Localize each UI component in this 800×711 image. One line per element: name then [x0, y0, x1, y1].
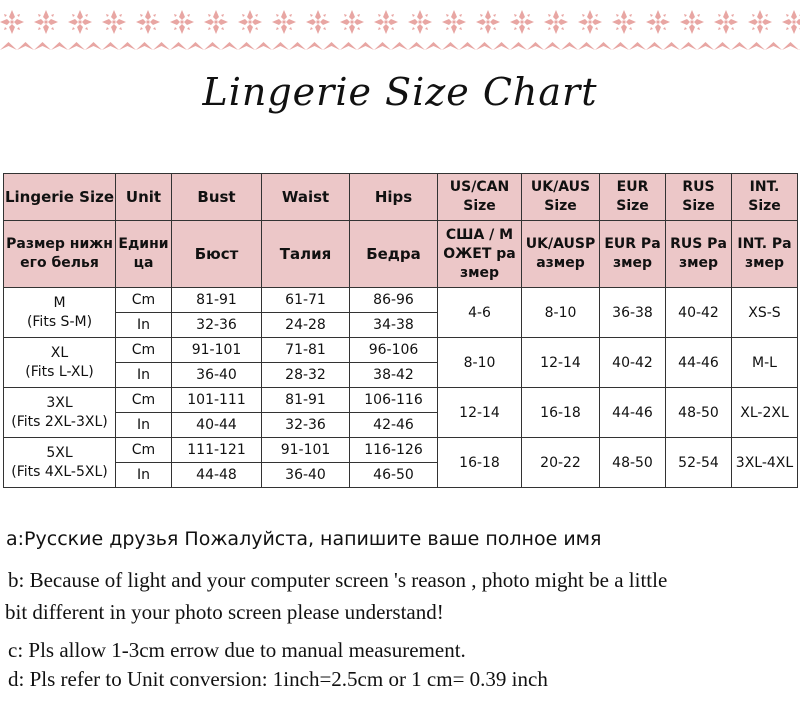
size-label: 5XL — [46, 444, 73, 461]
hips-cm: 96-106 — [350, 338, 438, 363]
hips-cm: 86-96 — [350, 288, 438, 313]
size-fits: (Fits S-M) — [26, 313, 93, 330]
bust-cm: 91-101 — [172, 338, 262, 363]
table-row — [4, 388, 798, 413]
unit-in: In — [116, 463, 172, 488]
header-ru-us: США / М ОЖЕТ ра змер — [438, 221, 522, 288]
size-cell — [4, 438, 116, 488]
hips-in: 38-42 — [350, 363, 438, 388]
header-row-english — [4, 174, 798, 221]
uk-size: 12-14 — [522, 338, 600, 388]
size-cell — [4, 288, 116, 338]
size-fits: (Fits L-XL) — [25, 363, 94, 380]
int-size: XS-S — [732, 288, 798, 338]
uk-size: 20-22 — [522, 438, 600, 488]
table-row — [4, 438, 798, 463]
note-b-line2: bit different in your photo screen please understand! — [5, 600, 444, 624]
eur-size: 44-46 — [600, 388, 666, 438]
size-label: XL — [50, 344, 69, 361]
header-ru-uk: UK/AUSP азмер — [522, 221, 600, 288]
waist-cm: 81-91 — [262, 388, 350, 413]
eur-size: 48-50 — [600, 438, 666, 488]
size-fits: (Fits 2XL-3XL) — [11, 413, 108, 430]
header-ru-size: Размер нижн его белья — [4, 221, 116, 288]
decorative-border — [0, 0, 800, 58]
bust-in: 44-48 — [172, 463, 262, 488]
header-ru-eur: EUR Ра змер — [600, 221, 666, 288]
bust-cm: 111-121 — [172, 438, 262, 463]
waist-cm: 61-71 — [262, 288, 350, 313]
rus-size: 40-42 — [666, 288, 732, 338]
table-row — [4, 288, 798, 313]
bust-in: 36-40 — [172, 363, 262, 388]
header-ru-int: INT. Ра змер — [732, 221, 798, 288]
unit-cm: Cm — [116, 338, 172, 363]
rus-size: 48-50 — [666, 388, 732, 438]
rus-size: 52-54 — [666, 438, 732, 488]
hips-cm: 116-126 — [350, 438, 438, 463]
waist-in: 28-32 — [262, 363, 350, 388]
us-size: 8-10 — [438, 338, 522, 388]
hips-in: 34-38 — [350, 313, 438, 338]
unit-in: In — [116, 363, 172, 388]
header-uk-aus: UK/AUS Size — [522, 174, 600, 221]
rus-size: 44-46 — [666, 338, 732, 388]
uk-size: 8-10 — [522, 288, 600, 338]
header-unit: Unit — [116, 174, 172, 221]
uk-size: 16-18 — [522, 388, 600, 438]
note-a: a:Русские друзья Пожалуйста, напишите ваше полное имя — [6, 528, 602, 550]
eur-size: 36-38 — [600, 288, 666, 338]
us-size: 16-18 — [438, 438, 522, 488]
note-d: d: Pls refer to Unit conversion: 1inch=2.5cm or 1 cm= 0.39 inch — [8, 667, 548, 691]
header-lingerie-size: Lingerie Size — [4, 174, 116, 221]
unit-cm: Cm — [116, 288, 172, 313]
size-fits: (Fits 4XL-5XL) — [11, 463, 108, 480]
header-row-russian — [4, 221, 798, 288]
waist-in: 32-36 — [262, 413, 350, 438]
waist-cm: 71-81 — [262, 338, 350, 363]
size-cell — [4, 388, 116, 438]
bust-in: 40-44 — [172, 413, 262, 438]
unit-in: In — [116, 413, 172, 438]
hips-in: 46-50 — [350, 463, 438, 488]
us-size: 4-6 — [438, 288, 522, 338]
header-ru-rus: RUS Ра змер — [666, 221, 732, 288]
header-ru-waist: Талия — [262, 221, 350, 288]
size-cell — [4, 338, 116, 388]
header-us-can: US/CAN Size — [438, 174, 522, 221]
int-size: M-L — [732, 338, 798, 388]
bust-in: 32-36 — [172, 313, 262, 338]
size-label: M — [53, 294, 66, 311]
int-size: XL-2XL — [732, 388, 798, 438]
header-eur: EUR Size — [600, 174, 666, 221]
note-c: c: Pls allow 1-3cm errow due to manual measurement. — [8, 638, 466, 662]
waist-in: 24-28 — [262, 313, 350, 338]
header-rus: RUS Size — [666, 174, 732, 221]
size-label: 3XL — [46, 394, 73, 411]
waist-in: 36-40 — [262, 463, 350, 488]
eur-size: 40-42 — [600, 338, 666, 388]
bust-cm: 101-111 — [172, 388, 262, 413]
waist-cm: 91-101 — [262, 438, 350, 463]
header-ru-bust: Бюст — [172, 221, 262, 288]
unit-cm: Cm — [116, 438, 172, 463]
unit-in: In — [116, 313, 172, 338]
page-title: Lingerie Size Chart — [202, 70, 598, 114]
hips-in: 42-46 — [350, 413, 438, 438]
header-ru-hips: Бедра — [350, 221, 438, 288]
header-int: INT. Size — [732, 174, 798, 221]
size-chart-table — [3, 173, 798, 488]
header-bust: Bust — [172, 174, 262, 221]
bust-cm: 81-91 — [172, 288, 262, 313]
int-size: 3XL-4XL — [732, 438, 798, 488]
header-waist: Waist — [262, 174, 350, 221]
header-ru-unit: Едини ца — [116, 221, 172, 288]
table-row — [4, 338, 798, 363]
hips-cm: 106-116 — [350, 388, 438, 413]
unit-cm: Cm — [116, 388, 172, 413]
us-size: 12-14 — [438, 388, 522, 438]
note-b-line1: b: Because of light and your computer screen 's reason , photo might be a little — [8, 568, 668, 592]
header-hips: Hips — [350, 174, 438, 221]
